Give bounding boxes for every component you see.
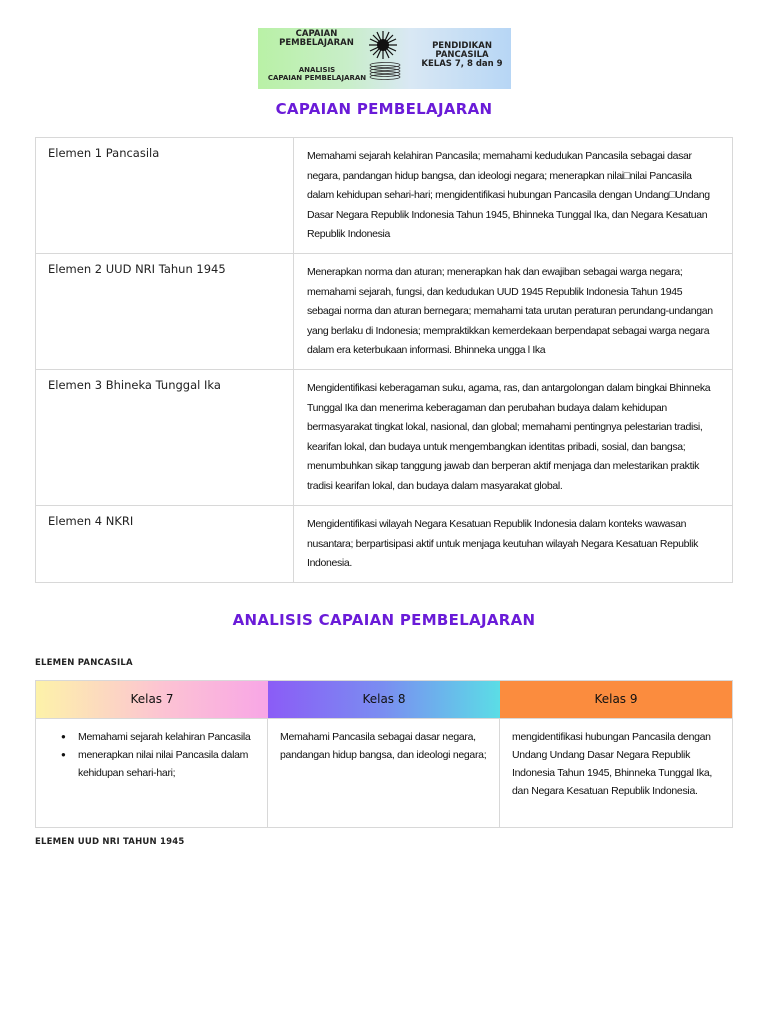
element-description: Mengidentifikasi wilayah Negara Kesatuan Republik Indonesia dalam konteks wawasan nusantara; berpartisipasi aktif untuk menjaga keutuhan wilayah Negara Kesatuan Republik Indonesia. bbox=[307, 518, 698, 569]
list-item: ● Memahami sejarah kelahiran Pancasila bbox=[61, 728, 259, 746]
kelas-9-header: Kelas 9 bbox=[500, 681, 732, 718]
coil-icon bbox=[368, 61, 402, 81]
kelas-7-header: Kelas 7 bbox=[36, 681, 268, 718]
element-name: Elemen 4 NKRI bbox=[36, 506, 294, 582]
banner-right-title: PENDIDIKAN PANCASILA KELAS 7, 8 dan 9 bbox=[421, 41, 503, 69]
element-description: Memahami sejarah kelahiran Pancasila; memahami kedudukan Pancasila sebagai dasar negara, pandangan hidup bangsa, dan ideologi negara; menerapkan nilai□nilai Pancasila dalam kehidupan sehari-hari; mengidentifikasi hubungan Pancasila dengan Undang□Undang Dasar Negara Republik Indonesia Tahun 1945, Bhinneka Tunggal Ika, dan Negara Kesatuan Republik Indonesia bbox=[307, 150, 710, 240]
header-banner bbox=[258, 28, 511, 89]
table-row bbox=[36, 138, 732, 254]
capaian-table bbox=[35, 137, 733, 583]
element-name: Elemen 1 Pancasila bbox=[36, 138, 294, 253]
list-item: ● menerapkan nilai nilai Pancasila dalam kehidupan sehari-hari; bbox=[61, 746, 259, 782]
kelas-8-header: Kelas 8 bbox=[268, 681, 500, 718]
banner-left-subtitle: ANALISIS CAPAIAN PEMBELAJARAN bbox=[267, 66, 367, 82]
table-row bbox=[36, 506, 732, 582]
element-name: Elemen 3 Bhineka Tunggal Ika bbox=[36, 370, 294, 505]
section-label-uud: ELEMEN UUD NRI TAHUN 1945 bbox=[35, 837, 185, 847]
kelas-8-cell: Memahami Pancasila sebagai dasar negara, pandangan hidup bangsa, dan ideologi negara; bbox=[268, 718, 500, 827]
kelas-7-cell bbox=[36, 718, 268, 827]
kelas-7-list bbox=[61, 728, 259, 782]
kelas-table bbox=[35, 680, 733, 828]
section-label-pancasila: ELEMEN PANCASILA bbox=[35, 658, 133, 668]
page-title: CAPAIAN PEMBELAJARAN bbox=[275, 100, 493, 118]
table-row bbox=[36, 254, 732, 370]
element-description: Mengidentifikasi keberagaman suku, agama, ras, dan antargolongan dalam bingkai Bhinneka Tunggal Ika dan menerima keberagaman dan perubahan budaya dalam kehidupan bermasyarakat tingkat lokal, nasional, dan global; memahami pentingnya pelestarian tradisi, kearifan lokal, dan budaya untuk mengembangkan identitas pribadi, sosial, dan bangsa; menumbuhkan sikap tanggung jawab dan berperan aktif menjaga dan melestarikan praktik tradisi kearifan lokal, dan budaya dalam masyarakat global. bbox=[307, 382, 711, 492]
analysis-title: ANALISIS CAPAIAN PEMBELAJARAN bbox=[232, 611, 536, 629]
element-description: Menerapkan norma dan aturan; menerapkan hak dan ewajiban sebagai warga negara; memahami sejarah, fungsi, dan kedudukan UUD 1945 Republik Indonesia Tahun 1945 sebagai norma dan aturan bernegara; memahami tata urutan peraturan perundang-undangan yang berlaku di Indonesia; mempraktikkan kemerdekaan berpendapat sebagai warga negara dalam era keterbukaan informasi. Bhinneka ungga l Ika bbox=[307, 266, 713, 356]
table-row bbox=[36, 370, 732, 506]
element-name: Elemen 2 UUD NRI Tahun 1945 bbox=[36, 254, 294, 369]
sun-icon bbox=[368, 30, 398, 60]
banner-left-title: CAPAIAN PEMBELAJARAN bbox=[279, 29, 354, 48]
kelas-9-cell: mengidentifikasi hubungan Pancasila dengan Undang Undang Dasar Negara Republik Indonesia Tahun 1945, Bhinneka Tunggal Ika, dan Negara Kesatuan Republik Indonesia. bbox=[500, 718, 732, 827]
